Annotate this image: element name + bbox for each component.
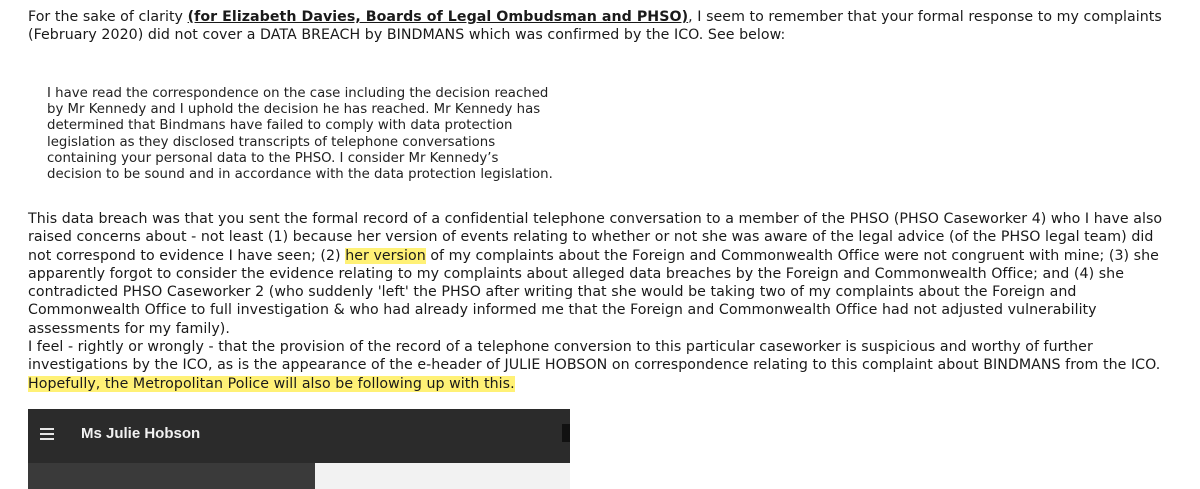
light-content-area <box>315 463 570 489</box>
closing-text: I feel - rightly or wrongly - that the provision of the record of a telephone conversion to this particular caseworker is suspicious and worthy of further investigations by the ICO, as is the appearance of the e-header of JULIE HOBSON on correspondence relating to this complaint about BINDMANS from the ICO. <box>28 339 1161 374</box>
intro-recipients: (for Elizabeth Davies, Boards of Legal Ombudsman and PHSO) <box>187 9 689 25</box>
intro-paragraph <box>28 8 1178 45</box>
breach-paragraph <box>28 210 1178 338</box>
ico-quote-excerpt: I have read the correspondence on the case including the decision reached by Mr Kennedy and I uphold the decision he has reached. Mr Kennedy has determined that Bindmans have failed to comply with data protection legislation as they disclosed transcripts of telephone conversations containing your personal data to the PHSO. I consider Mr Kennedy’s decision to be sound and in accordance with the data protection legislation. <box>47 86 553 183</box>
closing-highlight: Hopefully, the Metropolitan Police will also be following up with this. <box>28 375 515 392</box>
dark-side-panel <box>28 463 315 489</box>
hamburger-menu-icon <box>40 428 54 440</box>
breach-text-1: This data breach was that you sent the formal record of a confidential telephone conversation to a member of the PHSO (PHSO Caseworker 4) who I have also raised concerns about - not least (1) because her version of events relating to whether or not she was aware of the legal advice (of the PHSO legal team) did not correspond to evidence I have seen; (2) <box>28 211 1163 264</box>
embedded-email-header <box>28 409 570 463</box>
closing-paragraph <box>28 338 1178 393</box>
breach-text-2: of my complaints about the Foreign and Commonwealth Office were not congruent with mine; (3) she apparently forgot to consider the evidence relating to my complaints about alleged data breaches by the Foreign and Commonwealth Office; and (4) she contradicted PHSO Caseworker 2 (who suddenly 'left' the PHSO after writing that she would be taking two of my complaints about the Foreign and Commonwealth Office to full investigation & who had already informed me that the Foreign and Commonwealth Office had not adjusted vulnerability assessments for my family). <box>28 247 1159 337</box>
breach-highlight: her version <box>345 247 426 264</box>
intro-text-before: For the sake of clarity <box>28 9 188 25</box>
embedded-email-body <box>28 463 570 489</box>
header-edge <box>562 424 570 442</box>
intro-text-after: , I seem to remember that your formal response to my complaints (February 2020) did not cover a DATA BREACH by BINDMANS which was confirmed by the ICO. See below: <box>28 9 1162 44</box>
sender-name: Ms Julie Hobson <box>81 425 201 442</box>
